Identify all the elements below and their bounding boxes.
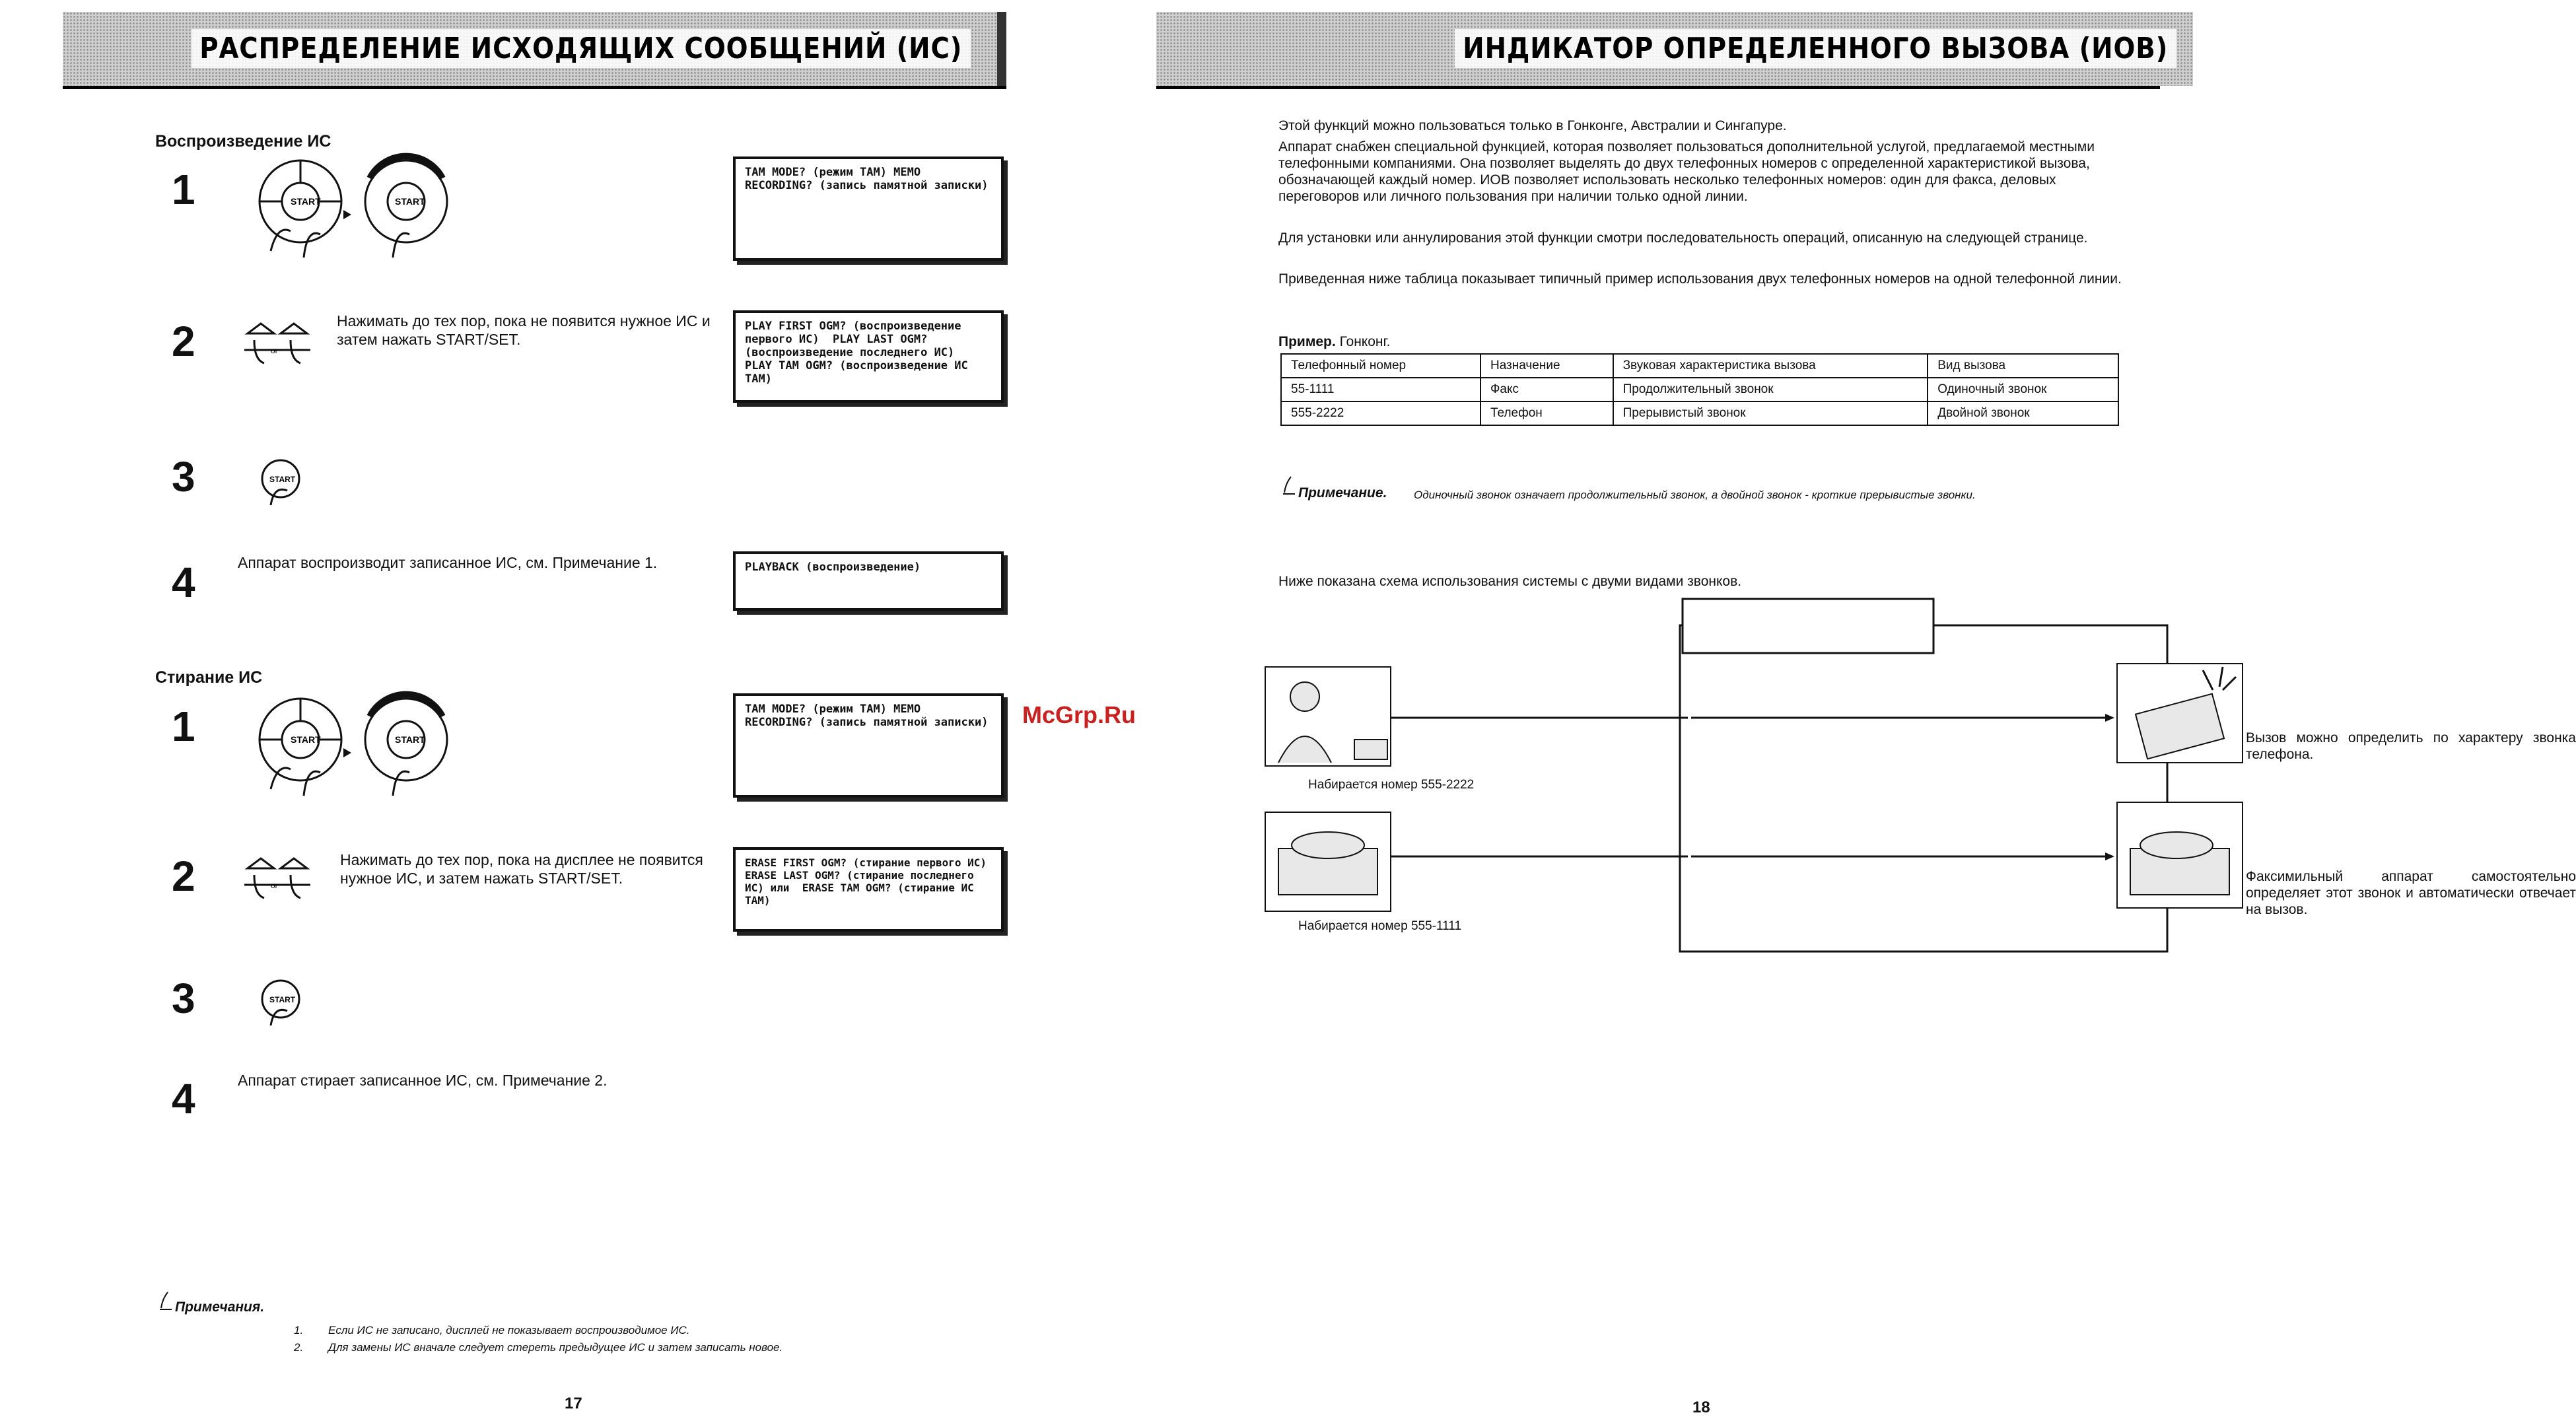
- svg-text:START: START: [269, 475, 296, 484]
- section-heading-playback: Воспроизведение ИС: [155, 132, 331, 151]
- table-cell: Телефон: [1480, 401, 1613, 425]
- step-number: 3: [172, 975, 195, 1022]
- table-cell: Прерывистый звонок: [1613, 401, 1928, 425]
- table-cell: 555-2222: [1281, 401, 1480, 425]
- lcd-display: TAM MODE? (режим TAM) MEMO RECORDING? (запись памятной записки): [733, 156, 1004, 261]
- phone-description: Вызов можно определить по характеру звонка телефона.: [2246, 730, 2576, 762]
- dial-pad-icon: [244, 690, 462, 802]
- section-heading-erase: Стирание ИС: [155, 668, 263, 687]
- example-label: Пример.: [1278, 334, 1336, 349]
- svg-text:START: START: [291, 734, 321, 745]
- diagram-intro: Ниже показана схема использования системы с двуми видами звонков.: [1278, 574, 1742, 589]
- title-rule: [1156, 86, 2160, 89]
- note-number: 2.: [294, 1341, 304, 1354]
- step-number: 4: [172, 559, 195, 606]
- spec-table: [1280, 353, 2119, 426]
- step-instruction: Аппарат стирает записанное ИС, см. Примечание 2.: [238, 1072, 608, 1089]
- distinctive-ring-diagram: [1331, 598, 2176, 954]
- page-17: [0, 0, 1080, 1421]
- table-cell: Факс: [1480, 378, 1613, 401]
- page-number: 18: [1692, 1399, 1710, 1416]
- page-number: 17: [565, 1395, 582, 1412]
- step-number: 4: [172, 1075, 195, 1123]
- intro-paragraph: Аппарат снабжен специальной функцией, которая позволяет пользоваться дополнительной услугой, предлагаемой местными телефонными компаниями. Она позволяет выделять до двух телефонных номеров с определенной характеристикой вызова, обозначающей каждый номер. ИОВ позволяет использовать несколько телефонных номеров: один для факса, деловых переговоров или личного пользования при наличии только одной линии.: [1278, 139, 2095, 204]
- step-number: 2: [172, 852, 195, 900]
- svg-text:START: START: [395, 196, 425, 207]
- table-cell: Двойной звонок: [1928, 401, 2118, 425]
- note-heading: Примечание.: [1298, 485, 1387, 501]
- intro-paragraph: Приведенная ниже таблица показывает типичный пример использования двух телефонных номеров на одной телефонной линии.: [1278, 271, 2122, 287]
- page-title: ИНДИКАТОР ОПРЕДЕЛЕННОГО ВЫЗОВА (ИОВ): [1455, 29, 2176, 68]
- fax-description: Факсимильный аппарат самостоятельно определяет этот звонок и автоматически отвечает на вызов.: [2246, 869, 2576, 917]
- dial-pad-icon: [244, 152, 462, 264]
- notes-heading: Примечания.: [175, 1300, 265, 1315]
- table-header-row: [1281, 354, 2118, 378]
- page-title: РАСПРЕДЕЛЕНИЕ ИСХОДЯЩИХ СООБЩЕНИЙ (ИС): [191, 29, 971, 68]
- lcd-display: TAM MODE? (режим TAM) MEMO RECORDING? (запись памятной записки): [733, 693, 1004, 798]
- start-button-icon: [258, 456, 304, 508]
- note-pencil-icon: [1282, 475, 1296, 497]
- step-number: 3: [172, 453, 195, 501]
- banner-shadow: [997, 12, 1006, 88]
- table-header: Звуковая характеристика вызова: [1613, 354, 1928, 378]
- step-instruction: Нажимать до тех пор, пока не появится нужное ИС и затем нажать START/SET.: [337, 312, 711, 348]
- step-number: 1: [172, 166, 195, 213]
- arrow-keys-icon: [241, 849, 314, 901]
- note-pencil-icon: [158, 1291, 173, 1312]
- watermark-text: McGrp.Ru: [1022, 701, 1136, 728]
- lcd-display: ERASE FIRST OGM? (стирание первого ИС) ERASE LAST OGM? (стирание последнего ИС) или ERASE TAM OGM? (стирание ИС TAM): [733, 847, 1004, 932]
- example-value: Гонконг.: [1339, 334, 1391, 349]
- table-cell: Продолжительный звонок: [1613, 378, 1928, 401]
- lcd-display: PLAY FIRST OGM? (воспроизведение первого ИС) PLAY LAST OGM? (воспроизведение последнего ИС) PLAY TAM OGM? (воспроизведение ИС TAM): [733, 310, 1004, 403]
- caller-caption: Набирается номер 555-1111: [1298, 919, 1462, 933]
- note-number: 1.: [294, 1324, 304, 1336]
- lcd-display: PLAYBACK (воспроизведение): [733, 551, 1004, 611]
- table-cell: Одиночный звонок: [1928, 378, 2118, 401]
- table-header: Вид вызова: [1928, 354, 2118, 378]
- start-button-icon: [258, 976, 304, 1029]
- title-banner: [1156, 12, 2193, 86]
- table-row: [1281, 378, 2118, 401]
- table-header: Телефонный номер: [1281, 354, 1480, 378]
- svg-text:START: START: [269, 995, 296, 1004]
- step-instruction: Нажимать до тех пор, пока на дисплее не появится нужное ИС, и затем нажать START/SET.: [340, 851, 703, 887]
- svg-text:START: START: [291, 196, 321, 207]
- intro-paragraph: Для установки или аннулирования этой функции смотри последовательность операций, описанную на следующей странице.: [1278, 230, 2088, 246]
- intro-paragraph: Этой функций можно пользоваться только в Гонконге, Австралии и Сингапуре.: [1278, 118, 1787, 133]
- note-text: Одиночный звонок означает продолжительный звонок, а двойной звонок - кроткие прерывистые звонки.: [1414, 489, 1976, 501]
- svg-text:or: or: [271, 346, 278, 355]
- caller-phone-icon: [1265, 667, 1391, 766]
- title-banner: [63, 12, 997, 86]
- fax-machine-icon: [2117, 802, 2243, 908]
- table-row: [1281, 401, 2118, 425]
- step-number: 1: [172, 703, 195, 750]
- ringing-telephone-icon: [2117, 664, 2243, 763]
- step-number: 2: [172, 318, 195, 365]
- example-line: [1278, 333, 1390, 350]
- caller-fax-icon: [1265, 812, 1391, 911]
- note-text: Если ИС не записано, дисплей не показывает воспроизводимое ИС.: [328, 1324, 690, 1336]
- arrow-keys-icon: [241, 314, 314, 366]
- table-header: Назначение: [1480, 354, 1613, 378]
- svg-text:or: or: [271, 881, 278, 890]
- note-text: Для замены ИС вначале следует стереть предыдущее ИС и затем записать новое.: [328, 1341, 783, 1354]
- title-rule: [63, 86, 1006, 89]
- table-cell: 55-1111: [1281, 378, 1480, 401]
- step-instruction: Аппарат воспроизводит записанное ИС, см. Примечание 1.: [238, 554, 658, 571]
- caller-caption: Набирается номер 555-2222: [1308, 778, 1475, 792]
- page-18: [1080, 0, 2576, 1421]
- svg-text:START: START: [395, 734, 425, 745]
